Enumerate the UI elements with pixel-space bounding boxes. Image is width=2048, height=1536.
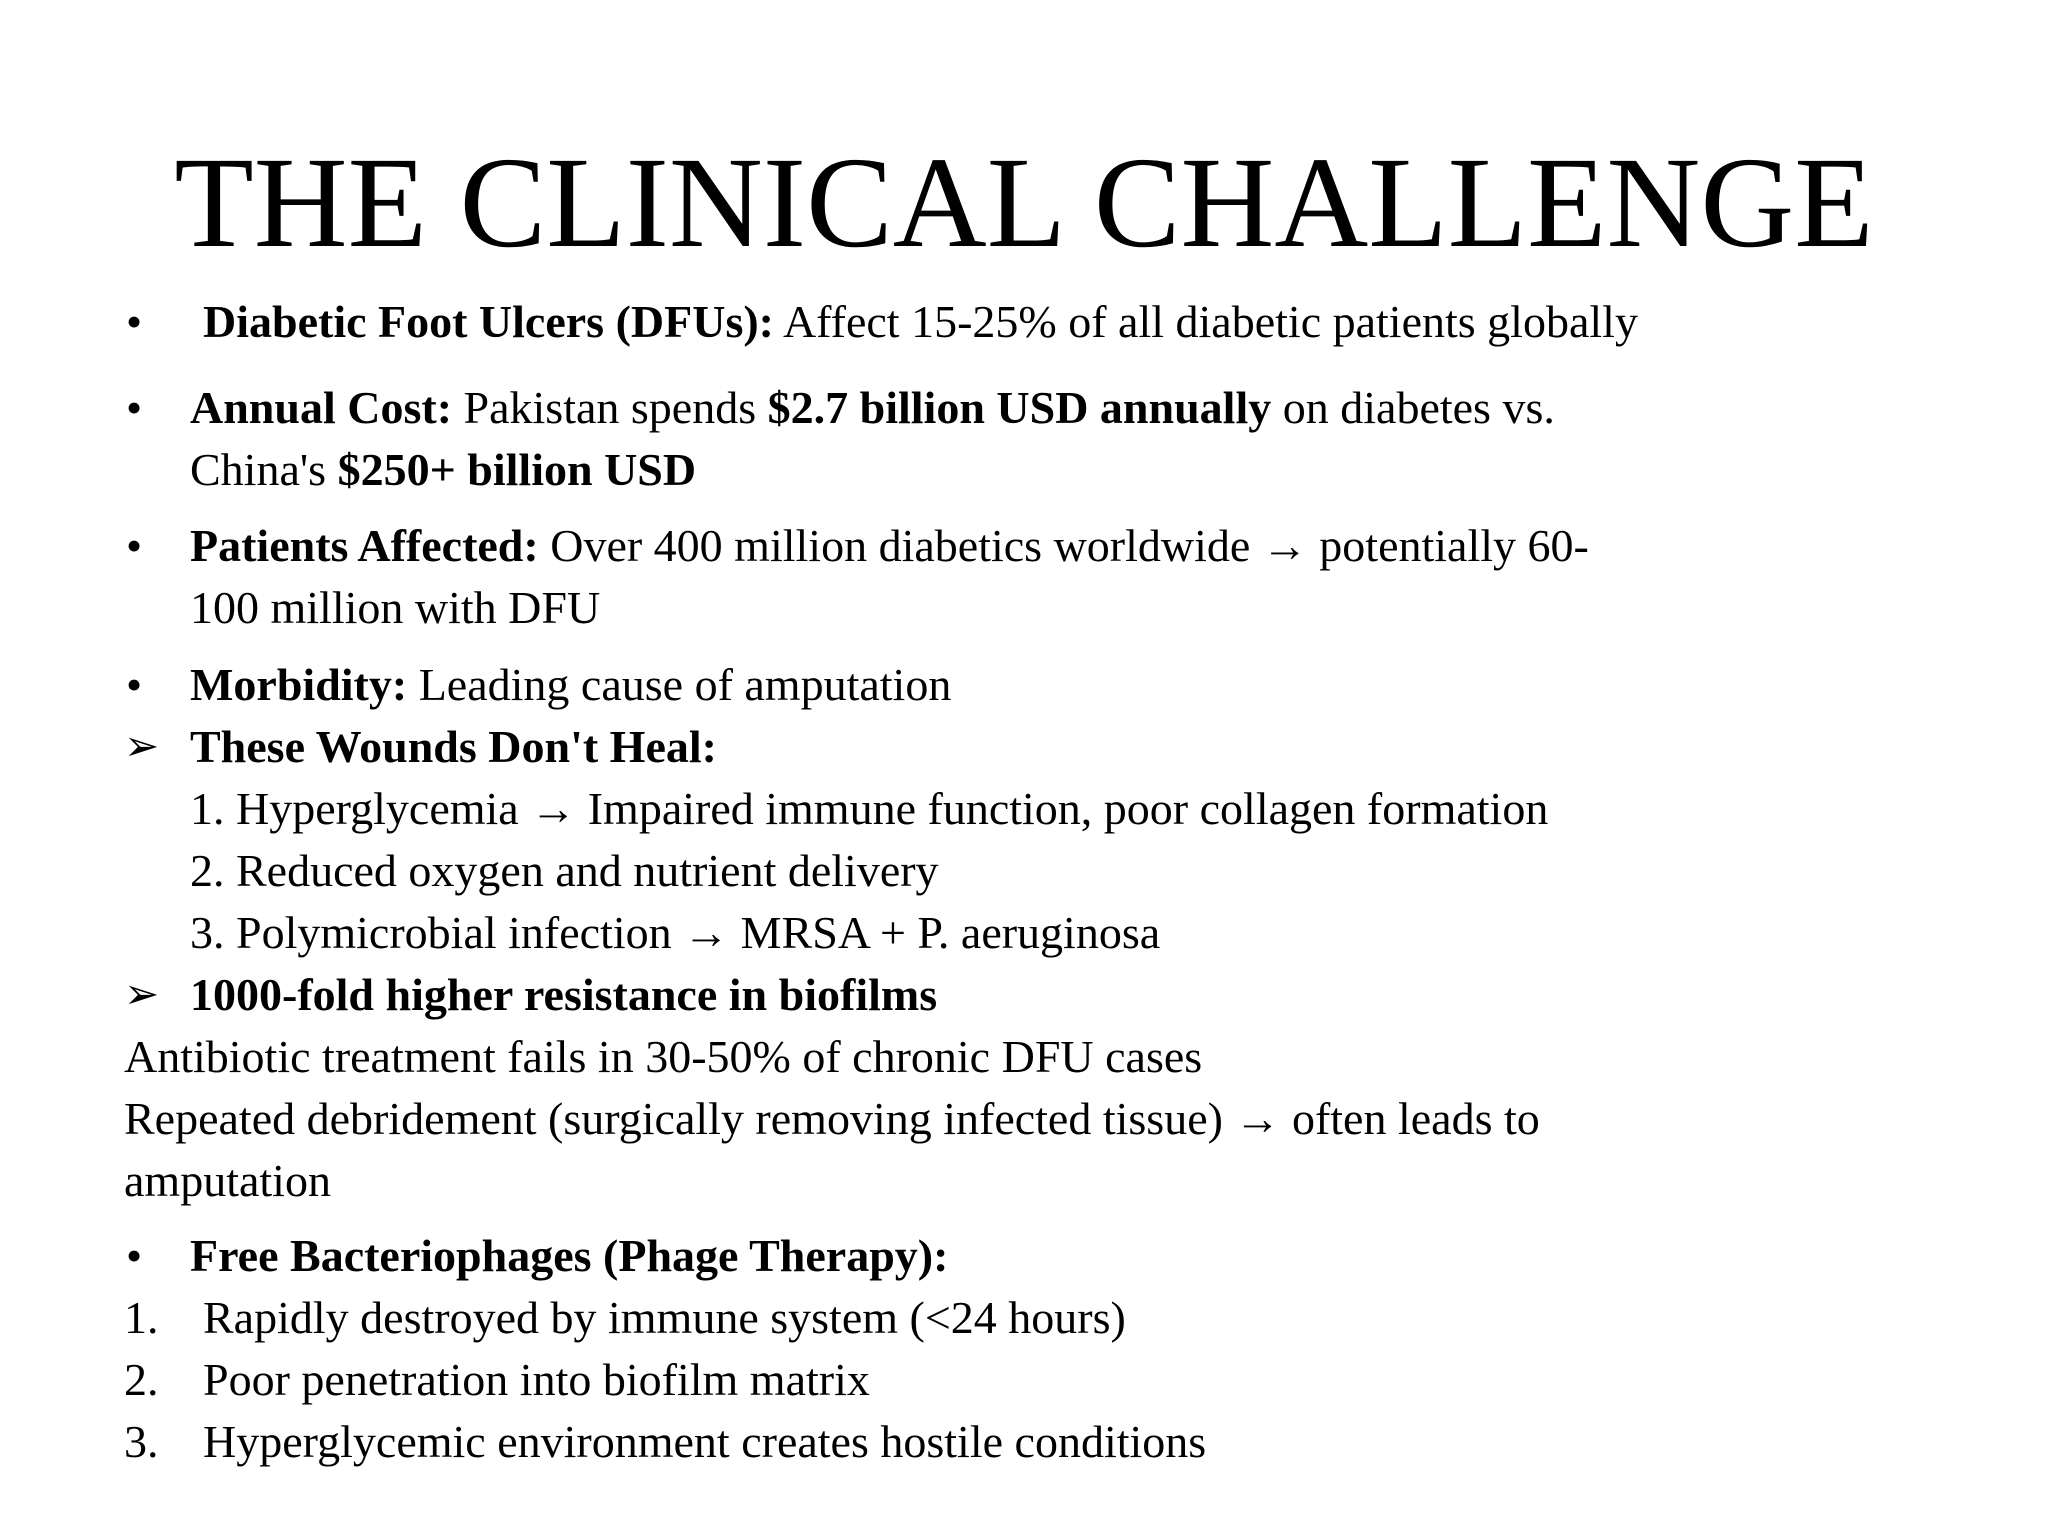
bullet-text: Over 400 million diabetics worldwide → potentially 60- [538,520,1589,571]
bullet-morbidity [190,654,951,716]
bullet-label: Diabetic Foot Ulcers (DFUs): [203,296,774,347]
phage-item: Hyperglycemic environment creates hostile conditions [203,1416,1207,1467]
bullet-emphasis: $2.7 billion USD annually [767,382,1272,433]
arrow-heading-biofilms [190,964,937,1026]
arrow-label: These Wounds Don't Heal: [190,721,717,772]
bullet-annual-cost-cont [190,439,696,501]
biofilm-line: amputation [124,1155,331,1206]
bullet-marker: • [126,520,143,571]
list-number: 1. [124,1292,159,1343]
slide-title: THE CLINICAL CHALLENGE [174,131,1874,275]
bullet-label: Patients Affected: [190,520,539,571]
biofilm-line: Repeated debridement (surgically removing infected tissue) → often leads to [124,1093,1540,1144]
list-number: 3. [124,1416,159,1467]
arrow-label: 1000-fold higher resistance in biofilms [190,969,938,1020]
bullet-marker: • [126,659,143,710]
bullet-emphasis: $250+ billion USD [337,444,697,495]
bullet-annual-cost [190,377,1555,439]
arrow-heading-wounds [190,716,717,778]
phage-item: Poor penetration into biofilm matrix [203,1354,870,1405]
bullet-text: on diabetes vs. [1271,382,1555,433]
bullet-label: Morbidity: [190,659,408,710]
bullet-phage-therapy [190,1225,948,1287]
bullet-patients-affected [190,515,1589,577]
bullet-marker: • [126,296,143,347]
arrow-marker-icon: ➢ [124,724,160,770]
biofilm-line: Antibiotic treatment fails in 30-50% of chronic DFU cases [124,1031,1203,1082]
bullet-label: Annual Cost: [190,382,453,433]
phage-item: Rapidly destroyed by immune system (<24 hours) [203,1292,1126,1343]
bullet-text: Affect 15-25% of all diabetic patients globally [773,296,1638,347]
list-number: 2. [124,1354,159,1405]
bullet-text: China's [190,444,338,495]
bullet-marker: • [126,1230,143,1281]
bullet-patients-affected-cont: 100 million with DFU [190,582,601,633]
bullet-label: Free Bacteriophages (Phage Therapy): [190,1230,949,1281]
bullet-marker: • [126,382,143,433]
wounds-item: 3. Polymicrobial infection → MRSA + P. aeruginosa [190,907,1161,958]
wounds-item: 1. Hyperglycemia → Impaired immune function, poor collagen formation [190,783,1549,834]
bullet-dfus [203,291,1638,353]
bullet-text: Leading cause of amputation [407,659,952,710]
bullet-text: Pakistan spends [452,382,768,433]
wounds-item: 2. Reduced oxygen and nutrient delivery [190,845,939,896]
arrow-marker-icon: ➢ [124,972,160,1018]
